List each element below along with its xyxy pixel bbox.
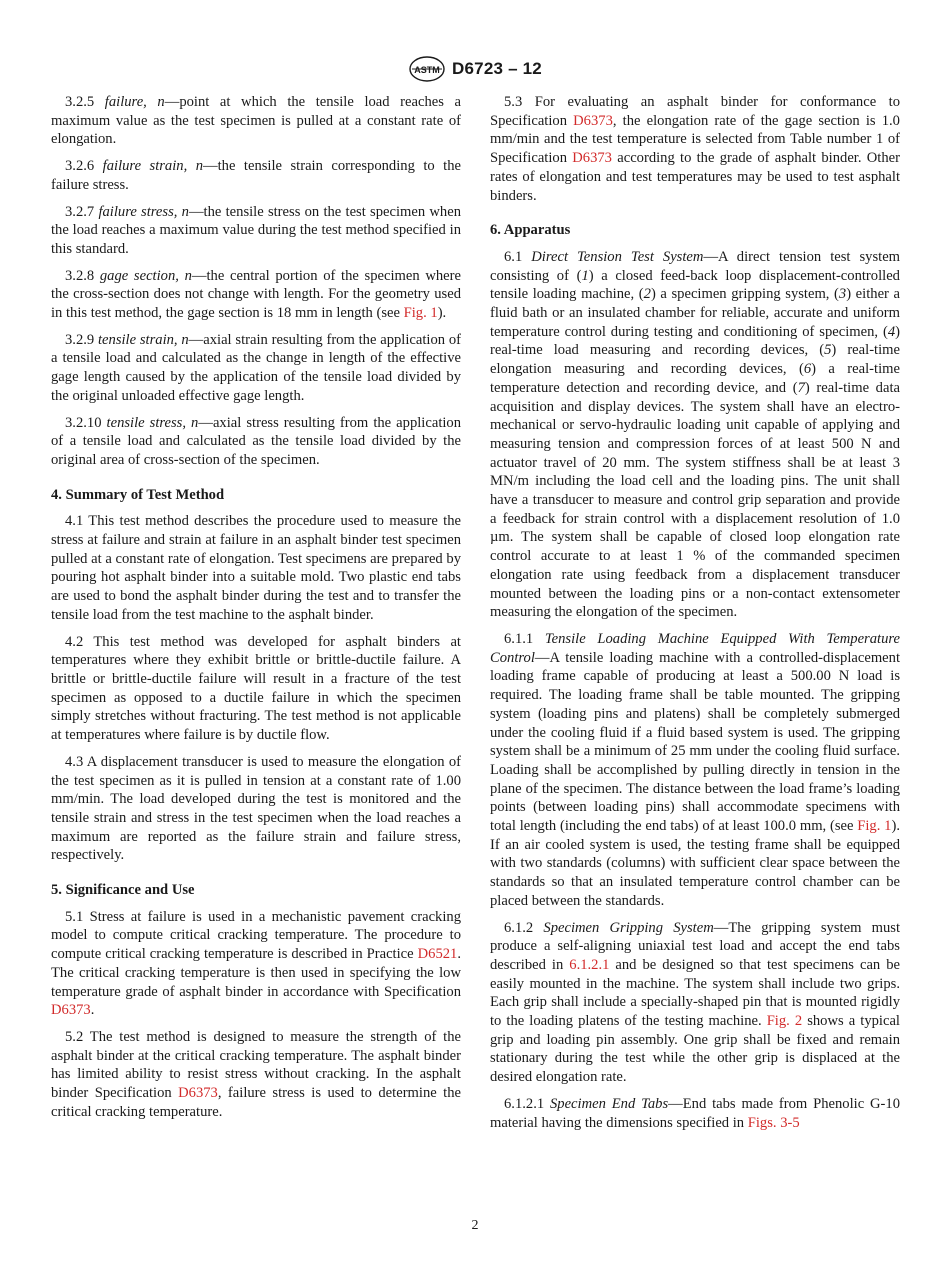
svg-text:ASTM: ASTM [414,65,440,75]
astm-logo-icon [408,55,446,83]
d6373-link[interactable]: D6373 [572,150,612,167]
para-5-1: 5.1 Stress at failure is used in a mechanistic pavement cracking model to compute critical cracking temperature. The procedure to compute critical cracking temperature is described in Practice D6521. The critical cracking temperature is then used in specifying the low temperature grade of asphalt binder in accordance with Specification D6373. [51,908,461,1019]
para-4-2: 4.2 This test method was developed for asphalt binders at temperatures where they exhibit brittle or brittle-ductile failure. A brittle or brittle-ductile failure will result in a fracture of the test specimen as opposed to a ductile failure in which the specimen simply stretches without fracturing. The test method is not applicable at temperatures where failure is by ductile flow. [51,633,461,744]
para-5-3: 5.3 For evaluating an asphalt binder for conformance to Specification D6373, the elongation rate of the gage section is 1.0 mm/min and the test temperature is selected from Table number 1 of Specification D6373 according to the grade of asphalt binder. Other rates of elongation and test temperatures may be used to test asphalt binders. [490,94,900,204]
d6373-link[interactable]: D6373 [51,1002,91,1019]
def-3-2-8: 3.2.8 gage section, n—the central portion of the specimen where the cross-section does not change with length. For the geometry used in this test method, the gage section is 18 mm in length (see Fig. 1). [51,267,461,322]
right-column [490,93,900,1140]
para-6-1-2: 6.1.2 Specimen Gripping System—The gripping system must produce a self-aligning uniaxial test load and accept the end tabs described in 6.1.2.1 and be designed so that test specimens can be easily mounted in the machine. The system shall include two grips. Each grip shall include a specially-shaped pin that is mounted rigidly to the loading platens of the testing machine. Fig. 2 shows a typical grip and loading pin assembly. One grip shall be fixed and remain stationary during the test while the other grip is displaced at the desired elongation rate. [490,919,900,1086]
para-6-1-2-1: 6.1.2.1 Specimen End Tabs—End tabs made from Phenolic G-10 material having the dimensions specified in Figs. 3-5 [490,1095,901,1131]
section-4-heading: 4. Summary of Test Method [51,486,225,503]
para-6-1-1: 6.1.1 Tensile Loading Machine Equipped With Temperature Control—A tensile loading machine with a controlled-displacement loading frame capable of producing at least a 500.00 N load is required. The loading frame shall be table mounted. The gripping system (loading pins and platens) shall be completely submerged under the cooling fluid if a fluid based system is used. The gripping system shall be a minimum of 25 mm under the cooling fluid surface. Loading shall be accomplished by pulling directly in tension in the plane of the specimen. The distance between the load frame’s loading points (between loading pins) shall accommodate specimens with total length (including the end tabs) of at least 100.0 mm, (see Fig. 1). If an air cooled system is used, the testing frame shall be equipped with two standards (columns) with sufficient clear space between the standards so that an insulated temperature control chamber can be placed between the standards. [490,630,900,909]
d6373-link[interactable]: D6373 [573,112,613,129]
section-6-1-2-1-link[interactable]: 6.1.2.1 [569,956,610,973]
def-3-2-6: 3.2.6 failure strain, n—the tensile strain corresponding to the failure stress. [51,158,461,193]
fig-1-link[interactable]: Fig. 1 [403,305,438,322]
para-4-1: 4.1 This test method describes the procedure used to measure the stress at failure and strain at failure in an asphalt binder test specimen pulled at a constant rate of elongation. Test specimens are prepared by pouring hot asphalt binder into a suitable mold. Two plastic end tabs are used to bond the asphalt binder during the test and to transfer the tensile load from the test machine to the asphalt binder. [51,513,461,623]
figs-3-5-link[interactable]: Figs. 3-5 [747,1114,800,1131]
para-6-1: 6.1 Direct Tension Test System—A direct tension test system consisting of (1) a closed feed-back loop displacement-controlled tensile loading machine, (2) a specimen gripping system, (3) either a fluid bath or an insulated chamber for reliable, accurate and uniform temperature control during testing and conditioning of specimen, (4) real-time load measuring and recording devices, (5) real-time elongation measuring and recording devices, (6) a real-time temperature detection and recording device, and (7) real-time data acquisition and display devices. The system shall have an electro-mechanical or servo-hydraulic loading unit capable of applying and measuring tension and compression forces of at least 500 N and actuator travel of 20 mm. The system stiffness shall be at least 3 MN/m including the load cell and the loading pins. The unit shall have a transducer to measure and control grip separation and provide a feedback for strain control with a displacement resolution of 1.0 µm. The system shall be capable of closed loop elongation rate control accurate to at least 1 % of the commanded specimen elongation rate using feedback from a displacement transducer mounted between the loading pins or a non-contact extensometer measuring the elongation of the specimen. [490,248,901,621]
def-3-2-9: 3.2.9 tensile strain, n—axial strain resulting from the application of a tensile load and calculated as the change in length of the effective gage length caused by the application of the tensile load divided by the original unloaded effective gage length. [51,331,461,404]
fig-1-link[interactable]: Fig. 1 [857,818,892,835]
def-3-2-5: 3.2.5 failure, n—point at which the tensile load reaches a maximum value as the test specimen is pulled at a constant rate of elongation. [51,94,461,148]
left-column [51,93,461,1129]
fig-2-link[interactable]: Fig. 2 [766,1013,803,1030]
def-3-2-7: 3.2.7 failure stress, n—the tensile stress on the test specimen when the load reaches a maximum value during the test method specified in this standard. [51,203,461,257]
para-4-3: 4.3 A displacement transducer is used to measure the elongation of the test specimen as it is pulled in tension at a constant rate of 1.00 mm/min. The load developed during the test is monitored and the tensile strain and stress in the test specimen when the load reaches a maximum are reported as the failure strain and failure stress, respectively. [51,753,461,864]
document-id: D6723 – 12 [452,59,542,78]
para-5-2: 5.2 The test method is designed to measure the strength of the asphalt binder at the critical cracking temperature. The asphalt binder has limited ability to resist stress without cracking. In the asphalt binder Specification D6373, failure stress is used to determine the critical cracking temperature. [51,1028,461,1120]
def-3-2-10: 3.2.10 tensile stress, n—axial stress resulting from the application of a tensile load and calculated as the tensile load divided by the original area of cross-section of the specimen. [51,414,462,468]
page-header [0,54,950,84]
d6373-link[interactable]: D6373 [178,1085,218,1102]
page-number: 2 [471,1218,479,1233]
section-5-heading: 5. Significance and Use [51,882,195,899]
section-6-heading: 6. Apparatus [490,222,571,239]
d6521-link[interactable]: D6521 [417,946,458,963]
